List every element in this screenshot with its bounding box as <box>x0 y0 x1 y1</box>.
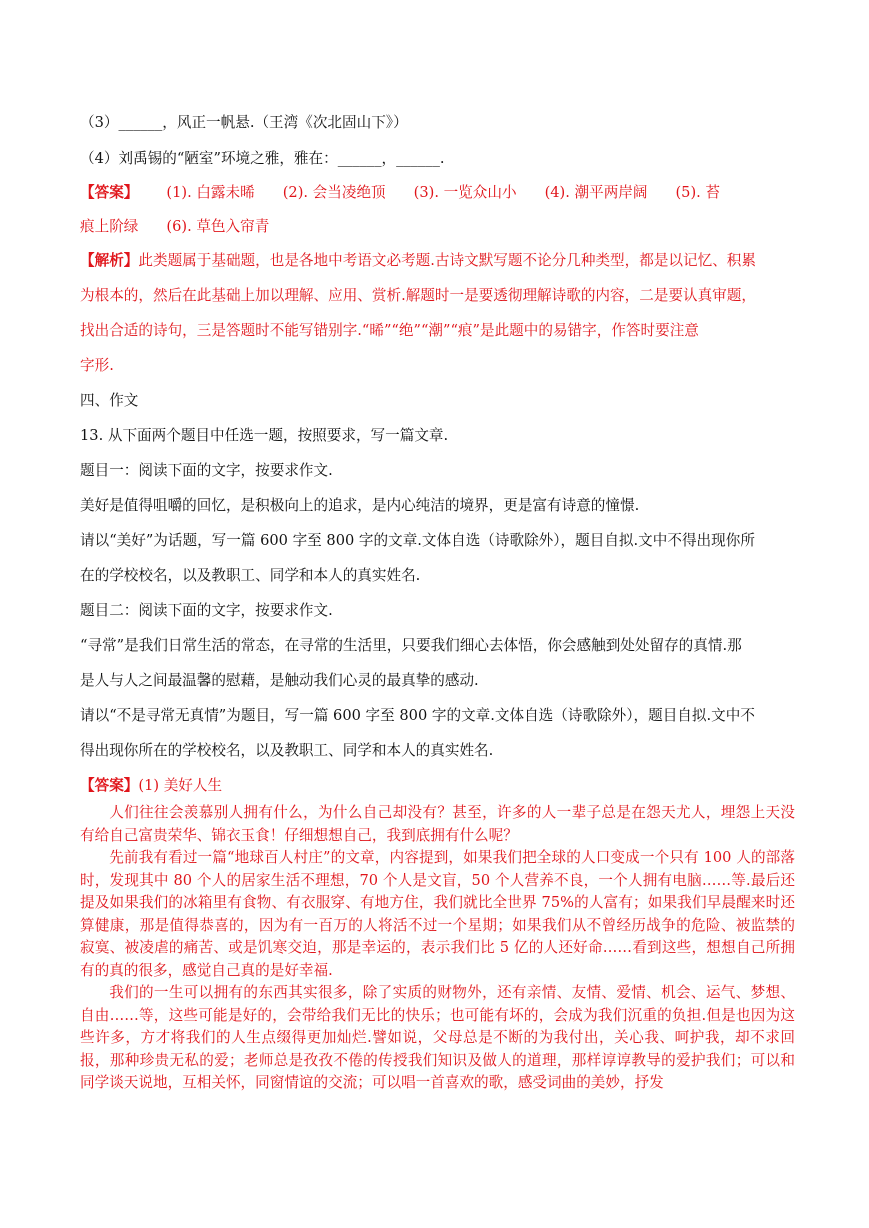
analysis-text: 此类题属于基础题，也是各地中考语文必考题.古诗文默写题不论分几种类型，都是以记忆、积累 <box>138 252 756 269</box>
answer-part: (5). 苔 <box>675 184 721 201</box>
answer-part: (2). 会当凌绝顶 <box>282 184 386 201</box>
item-3: （3）______，风正一帆悬.（王湾《次北固山下》） <box>80 114 408 131</box>
answer-line-1 <box>80 183 795 203</box>
topic-1-title: 题目一：阅读下面的文字，按要求作文. <box>80 462 333 479</box>
answer-part: (6). 草色入帘青 <box>166 218 270 235</box>
essay-body <box>80 802 795 1095</box>
item-4: （4）刘禹锡的“陋室”环境之雅，雅在：______，______. <box>80 150 445 167</box>
essay-paragraph-3: 我们的一生可以拥有的东西其实很多，除了实质的财物外，还有亲情、友情、爱情、机会、运气、梦想、自由……等，这些可能是好的，会带给我们无比的快乐；也可能有坏的，会成为我们沉重的负担.但是也因为这些许多，方才将我们的人生点缀得更加灿烂.譬如说，父母总是不断的为我付出，关心我、呵护我，却不求回报，那种珍贵无私的爱；老师总是孜孜不倦的传授我们知识及做人的道理，那样谆谆教导的爱护我们；可以和同学谈天说地，互相关怀，同窗情谊的交流；可以唱一首喜欢的歌，感受词曲的美妙，抒发 <box>80 984 795 1091</box>
answer-part: (3). 一览众山小 <box>413 184 517 201</box>
essay-answer-header <box>80 776 795 796</box>
essay-title: (1) 美好人生 <box>138 777 223 794</box>
answer-tag: 【答案】 <box>80 184 139 201</box>
topic-2-title: 题目二：阅读下面的文字，按要求作文. <box>80 602 333 619</box>
analysis-tag: 【解析】 <box>80 252 139 269</box>
essay-paragraph-1: 人们往往会羡慕别人拥有什么，为什么自己却没有？甚至，许多的人一辈子总是在怨天尤人，埋怨上天没有给自己富贵荣华、锦衣玉食！仔细想想自己，我到底拥有什么呢？ <box>80 804 795 844</box>
answer-part: (4). 潮平两岸阔 <box>544 184 648 201</box>
essay-paragraph-2: 先前我有看过一篇“地球百人村庄”的文章，内容提到，如果我们把全球的人口变成一个只有 100 人的部落时，发现其中 80 个人的居家生活不理想，70 个人是文盲，50 个人营养不良，一个人拥有电脑……等.最后还提及如果我们的冰箱里有食物、有衣服穿、有地方住，我们就比全世界 75%的人富有；如果我们早晨醒来时还算健康，那是值得恭喜的，因为有一百万的人将活不过一个星期；如果我们从不曾经历战争的危险、被监禁的寂寞、被凌虐的痛苦、或是饥寒交迫，那是幸运的，表示我们比 5 亿的人还好命……看到这些，想想自己所拥有的真的很多，感觉自己真的是好幸福. <box>80 849 795 979</box>
analysis-line-2: 为根本的，然后在此基础上加以理解、应用、赏析.解题时一是要透彻理解诗歌的内容，二是要认真审题， <box>80 287 756 304</box>
topic-2-requirement-2: 得出现你所在的学校校名，以及教职工、同学和本人的真实姓名. <box>80 742 494 759</box>
topic-2-text-2: 是人与人之间最温馨的慰藉，是触动我们心灵的最真挚的感动. <box>80 672 479 689</box>
topic-1-requirement-2: 在的学校校名，以及教职工、同学和本人的真实姓名. <box>80 567 421 584</box>
question-13: 13. 从下面两个题目中任选一题，按照要求，写一篇文章. <box>80 427 449 444</box>
topic-2-text-1: “寻常”是我们日常生活的常态，在寻常的生活里，只要我们细心去体悟，你会感触到处处留存的真情.那 <box>80 637 742 654</box>
answer-tag: 【答案】 <box>80 777 139 794</box>
answer-part: 痕上阶绿 <box>80 218 139 235</box>
section-heading: 四、作文 <box>80 392 139 409</box>
topic-2-requirement-1: 请以“不是寻常无真情”为题目，写一篇 600 字至 800 字的文章.文体自选（诗歌除外），题目自拟.文中不 <box>80 707 755 724</box>
analysis-line-4: 字形. <box>80 357 114 374</box>
answer-line-2 <box>80 217 795 237</box>
topic-1-requirement-1: 请以“美好”为话题，写一篇 600 字至 800 字的文章.文体自选（诗歌除外），题目自拟.文中不得出现你所 <box>80 532 755 549</box>
analysis-line-3: 找出合适的诗句，三是答题时不能写错别字.“晞”“绝”“潮”“痕”是此题中的易错字，作答时要注意 <box>80 322 699 339</box>
analysis-line-1 <box>80 251 795 271</box>
topic-1-text: 美好是值得咀嚼的回忆，是积极向上的追求，是内心纯洁的境界，更是富有诗意的憧憬. <box>80 497 640 514</box>
answer-part: (1). 白露未晞 <box>166 184 255 201</box>
